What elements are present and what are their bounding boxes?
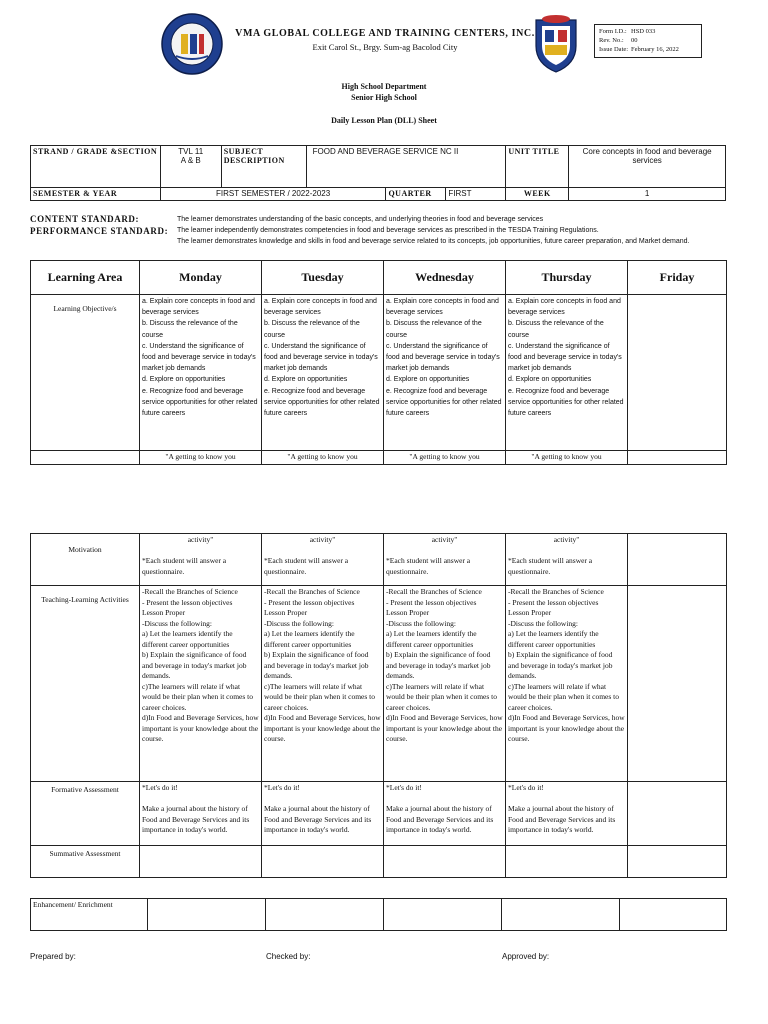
issue-date: February 16, 2022 — [631, 46, 679, 53]
performance-standard-text: The learner independently demonstrates competencies in food and beverage services as prescribed in the TESDA Training Regulations. — [177, 227, 599, 234]
enhancement-tuesday — [266, 899, 384, 931]
formative-tuesday — [262, 782, 384, 846]
sub-department-title: Senior High School — [351, 93, 417, 102]
performance-standard-label: PERFORMANCE STANDARD: — [30, 226, 169, 236]
unit-title-value: Core concepts in food and beverage services — [569, 146, 726, 188]
formative-title-wednesday: *Let's do it! — [386, 783, 422, 792]
motivation-friday — [628, 534, 727, 586]
summative-thursday — [506, 846, 628, 878]
issue-date-label: Issue Date: — [599, 46, 629, 53]
rev-number: 00 — [631, 37, 638, 44]
formative-assessment-label: Formative Assessment — [31, 782, 140, 846]
organization-address: Exit Carol St., Brgy. Sum-ag Bacolod City — [312, 42, 458, 52]
getting-to-know-thursday: "A getting to know you — [506, 451, 628, 465]
getting-to-know-tuesday: "A getting to know you — [262, 451, 384, 465]
activity-close-wednesday: activity" — [431, 535, 458, 544]
formative-text-thursday: Make a journal about the history of Food and Beverage Services and its importance in today's world. — [508, 804, 616, 834]
motivation-text-monday: *Each student will answer a questionnaire. — [142, 556, 227, 576]
objectives-tuesday: a. Explain core concepts in food and beverage services b. Discuss the relevance of the course c. Understand the significance of food and beverage service in today's market job demands d. Explore on opportunities e. Recognize food and beverage service opportunities for other related future careers — [262, 295, 384, 451]
day-header-thursday: Thursday — [506, 261, 628, 295]
strand-section: A & B — [180, 156, 201, 165]
formative-title-tuesday: *Let's do it! — [264, 783, 300, 792]
strand-value — [160, 146, 221, 188]
formative-text-tuesday: Make a journal about the history of Food and Beverage Services and its importance in today's world. — [264, 804, 372, 834]
motivation-monday — [140, 534, 262, 586]
enhancement-monday — [148, 899, 266, 931]
activities-table — [30, 533, 727, 878]
enhancement-label: Enhancement/ Enrichment — [31, 899, 148, 931]
motivation-text-tuesday: *Each student will answer a questionnaire. — [264, 556, 349, 576]
objectives-label: Learning Objective/s — [31, 295, 140, 451]
week-value: 1 — [569, 188, 726, 201]
activity-close-monday: activity" — [187, 535, 214, 544]
teaching-activities-label: Teaching-Learning Activities — [31, 586, 140, 782]
summative-friday — [628, 846, 727, 878]
week-label: WEEK — [506, 188, 569, 201]
motivation-text-wednesday: *Each student will answer a questionnaire. — [386, 556, 471, 576]
content-standard-text: The learner demonstrates understanding of the basic concepts, and underlying theories in food and beverage services — [177, 216, 544, 223]
checked-by-label: Checked by: — [266, 952, 311, 961]
motivation-tuesday — [262, 534, 384, 586]
summative-assessment-label: Summative Assessment — [31, 846, 140, 878]
formative-title-monday: *Let's do it! — [142, 783, 178, 792]
motivation-wednesday — [384, 534, 506, 586]
formative-text-wednesday: Make a journal about the history of Food and Beverage Services and its importance in today's world. — [386, 804, 494, 834]
teaching-monday: -Recall the Branches of Science - Present the lesson objectives Lesson Proper -Discuss the following: a) Let the learners identify the different career opportunities b) Explain the significance of food and beverage in today's market job demands. c)The learners will relate if what would be their plan when it comes to career choices. d)In Food and Beverage Services, how important is your knowledge about the course. — [140, 586, 262, 782]
organization-name: VMA GLOBAL COLLEGE AND TRAINING CENTERS, INC. — [235, 28, 535, 39]
teaching-wednesday: -Recall the Branches of Science - Present the lesson objectives Lesson Proper -Discuss the following: a) Let the learners identify the different career opportunities b) Explain the significance of food and beverage in today's market job demands. c)The learners will relate if what would be their plan when it comes to career choices. d)In Food and Beverage Services, how important is your knowledge about the course. — [384, 586, 506, 782]
formative-monday — [140, 782, 262, 846]
performance-standard-text-2: The learner demonstrates knowledge and skills in food and beverage service related to its concepts, job opportunities, future career preparation, and Market demand. — [177, 238, 690, 245]
summative-monday — [140, 846, 262, 878]
enhancement-friday — [620, 899, 727, 931]
teaching-friday — [628, 586, 727, 782]
semester-value: FIRST SEMESTER / 2022-2023 — [160, 188, 386, 201]
formative-wednesday — [384, 782, 506, 846]
activity-close-thursday: activity" — [553, 535, 580, 544]
objectives-thursday: a. Explain core concepts in food and beverage services b. Discuss the relevance of the course c. Understand the significance of food and beverage service in today's market job demands d. Explore on opportunities e. Recognize food and beverage service opportunities for other related future careers — [506, 295, 628, 451]
department-title: High School Department — [341, 82, 427, 91]
motivation-thursday — [506, 534, 628, 586]
day-header-monday: Monday — [140, 261, 262, 295]
sheet-title: Daily Lesson Plan (DLL) Sheet — [331, 116, 437, 125]
motivation-label: Motivation — [31, 534, 140, 586]
enhancement-thursday — [502, 899, 620, 931]
day-header-wednesday: Wednesday — [384, 261, 506, 295]
summative-tuesday — [262, 846, 384, 878]
getting-to-know-wednesday: "A getting to know you — [384, 451, 506, 465]
activity-close-tuesday: activity" — [309, 535, 336, 544]
learning-area-header: Learning Area — [31, 261, 140, 295]
strand-label: STRAND / GRADE &SECTION — [31, 146, 161, 188]
summative-wednesday — [384, 846, 506, 878]
form-info-box — [594, 24, 702, 58]
enhancement-table — [30, 898, 727, 931]
formative-thursday — [506, 782, 628, 846]
rev-label: Rev. No.: — [599, 37, 624, 44]
enhancement-wednesday — [384, 899, 502, 931]
form-id-label: Form I.D.: — [599, 28, 627, 35]
motivation-text-thursday: *Each student will answer a questionnaire. — [508, 556, 593, 576]
subject-value: FOOD AND BEVERAGE SERVICE NC II — [306, 146, 506, 188]
day-header-friday: Friday — [628, 261, 727, 295]
formative-title-thursday: *Let's do it! — [508, 783, 544, 792]
getting-to-know-friday — [628, 451, 727, 465]
objectives-friday — [628, 295, 727, 451]
objectives-wednesday: a. Explain core concepts in food and beverage services b. Discuss the relevance of the course c. Understand the significance of food and beverage service in today's market job demands d. Explore on opportunities e. Recognize food and beverage service opportunities for other related future careers — [384, 295, 506, 451]
quarter-value: FIRST — [446, 188, 506, 201]
objectives-monday: a. Explain core concepts in food and beverage services b. Discuss the relevance of the course c. Understand the significance of food and beverage service in today's market job demands d. Explore on opportunities e. Recognize food and beverage service opportunities for other related future careers — [140, 295, 262, 451]
learning-area-table — [30, 260, 727, 465]
quarter-label: QUARTER — [386, 188, 446, 201]
form-id: HSD 033 — [631, 28, 656, 35]
approved-by-label: Approved by: — [502, 952, 550, 961]
unit-title-label: UNIT TITLE — [506, 146, 569, 188]
teaching-thursday: -Recall the Branches of Science - Present the lesson objectives Lesson Proper -Discuss the following: a) Let the learners identify the different career opportunities b) Explain the significance of food and beverage in today's market job demands. c)The learners will relate if what would be their plan when it comes to career choices. d)In Food and Beverage Services, how important is your knowledge about the course. — [506, 586, 628, 782]
strand-grade: TVL 11 — [178, 147, 204, 156]
semester-label: SEMESTER & YEAR — [31, 188, 161, 201]
getting-to-know-monday: "A getting to know you — [140, 451, 262, 465]
subject-label: SUBJECT DESCRIPTION — [221, 146, 306, 188]
lesson-info-table — [30, 145, 726, 201]
getting-to-know-label — [31, 451, 140, 465]
content-standard-label: CONTENT STANDARD: — [30, 214, 140, 224]
prepared-by-label: Prepared by: — [30, 952, 76, 961]
formative-text-monday: Make a journal about the history of Food and Beverage Services and its importance in today's world. — [142, 804, 250, 834]
teaching-tuesday: -Recall the Branches of Science - Present the lesson objectives Lesson Proper -Discuss the following: a) Let the learners identify the different career opportunities b) Explain the significance of food and beverage in today's market job demands. c)The learners will relate if what would be their plan when it comes to career choices. d)In Food and Beverage Services, how important is your knowledge about the course. — [262, 586, 384, 782]
day-header-tuesday: Tuesday — [262, 261, 384, 295]
formative-friday — [628, 782, 727, 846]
